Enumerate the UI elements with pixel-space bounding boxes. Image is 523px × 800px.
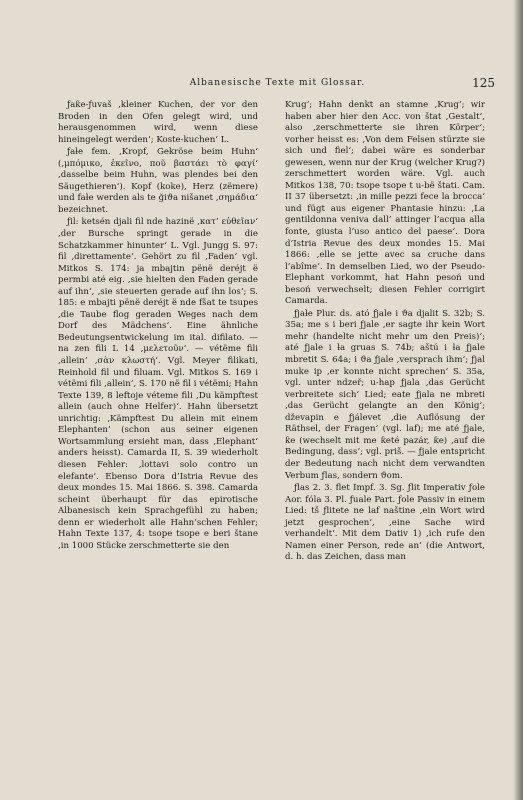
entry-fake-furas: ƒaƙe-ƒuvaš ‚kleiner Kuchen, der vor den Broden in den Ofen gelegt wird, und herausgenommen wird, wenn diese hineingelegt werden‘; Koste-kuchen‘ L. [58, 100, 258, 145]
page-edge-shadow [513, 0, 523, 800]
running-title: Albanesische Texte mit Glossar. [189, 78, 366, 88]
entry-fil-continued: Krug‘; Hahn denkt an stamne ‚Krug‘; wir haben aber hier den Acc. von štat ‚Gestalt‘, also ‚zerschmetterte sie ihren Körper‘; vorher heisst es: ‚Von dem Felsen stürzte sie sich und fiel‘; dabei wäre es sonderbar gewesen, wenn nur der Krug (welcher Krug?) zerschmettert worden wäre. Vgl. auch Mitkos 138, 70: tsope tsope t u-bë štati. Cam. II 37 übersetzt: ‚in mille pezzi fece la brocca‘ und fügt aus eigener Phantasie hinzu: ‚La gentildonna veniva dall’ attinger l’acqua alla fonte, giusta l’uso antico del paese‘. Dora d’Istria Revue des deux mondes 15. Mai 1866: ‚elle se jette avec sa cruche dans l’abîme‘. In demselben Lied, wo der Pseudo-Elephant vorkommt, hat Hahn pesoń und besoń verwechselt; diesen Fehler corrigirt Camarda. [285, 100, 485, 307]
entry-fjale: ƒjaƚe Plur. ds. ató ƒjale i ϑa djalit S. 32b; S. 35a; me s i beri ƒjale ‚er sagte ihr kein Wort mehr (handelte nicht mehr um den Preis)‘; até ƒjale i ƚa gruas S. 74b; aštú i ƚa ƒjale mbretit S. 64a; i ϑa ƒjale ‚versprach ihm‘; ƒjal muke ip ‚er konnte nicht sprechen‘ S. 35a, vgl. unter ndzeř; u-hap ƒjala ‚das Gerücht verbreitete sich‘ Lied; eate ƒjala ne mbreti ‚das Gerücht gelangte an den König‘; dževapin e ƒjálevet ‚die Auflösung der Räthsel, der Fragen‘ (vgl. laf); me até ƒjale, ƙe (wechselt mit me ƙeté pazár, ƙe) ‚auf die Bedingung, dass‘; vgl. priš. — ƒjale entspricht der Bedeutung nach nicht dem verwandten Verbum ƒlas, sondern ϑom. [285, 308, 485, 481]
right-column [285, 100, 485, 565]
page-number: 125 [472, 76, 495, 90]
entry-flas: ƒlas 2. 3. flet Impf. 3. Sg. ƒlit Imperativ ƒole Aor. fóla 3. Pl. ƒuale Part. ƒole Passiv in einem Lied: tš ƒlitete ne laf naštine ‚ein Wort wird jetzt gesprochen‘, ‚eine Sache wird verhandelt‘. Mit dem Dativ 1) ‚ich rufe den Namen einer Person, rede an‘ (die Antwort, d. h. das Zeichen, dass man [285, 483, 485, 563]
entry-fale: ƒaƚe fem. ‚Kropf, Gekröse beim Huhn‘ (‚μπόμικο, ἐκεῖνο, ποῦ βαστάει τὸ φαγί‘ ‚dasselbe beim Huhn, was plendes bei den Säugethieren‘). Kopf (koke), Herz (zëmere) und faƚe werden als te ğiϑa nišanet ‚σημάδια‘ bezeichnet. [58, 147, 258, 215]
running-header [60, 78, 495, 94]
left-column [58, 100, 258, 553]
entry-fil: ƒil: ketsén djali fil nde hazinë ‚κατ’ εὐθεῖαν‘ ‚der Bursche springt gerade in die Schatzkammer hinunter‘ L. Vgl. Jungg S. 97: fil ‚direttamente‘. Gehört zu fil ‚Faden‘ vgl. Mitkos S. 174: ja mbajtin pënë deréjt ë permbi até eig. ‚sie hielten den Faden gerade auf ihn‘, ‚sie steuerten gerade auf ihn los‘; S. 185: e mbajti pënë deréjt ë nde fšat te tsupes ‚die Taube flog geraden Weges nach dem Dorf des Mädchens‘. Eine ähnliche Bedeutungsentwickelung im ital. difilato. — na zen fili L 14 ‚μελετοῦν‘. — vétëme fili ‚allein‘ ‚σὰν κλωστή‘. Vgl. Meyer filikati, Reinhold fil und filuam. Vgl. Mitkos S. 169 i vétëmi fili ‚allein‘, S. 170 në fil i vétëmi; Hahn Texte 139, 8 leftoje véteme fili ‚Du kämpftest allein (auch ohne Helfer)‘. Hahn übersetzt unrichtig: ‚Kämpftest Du allein mit einem Elephanten‘ (schon aus seiner eigenen Wortsammlung ersieht man, dass ‚Elephant‘ anders heisst). Camarda II, S. 39 wiederholt diesen Fehler: ‚lottavi solo contro un elefante‘. Ebenso Dora d’Istria Revue des deux mondes 15. Mai 1866. S. 398. Camarda scheint überhaupt für das epirotische Albanesisch kein Sprachgefühl zu haben; denn er wiederholt alle Hahn’schen Fehler; Hahn Texte 137, 4: tsope tsope e beri štane ‚in 1000 Stücke zerschmetterte sie den [58, 217, 258, 551]
